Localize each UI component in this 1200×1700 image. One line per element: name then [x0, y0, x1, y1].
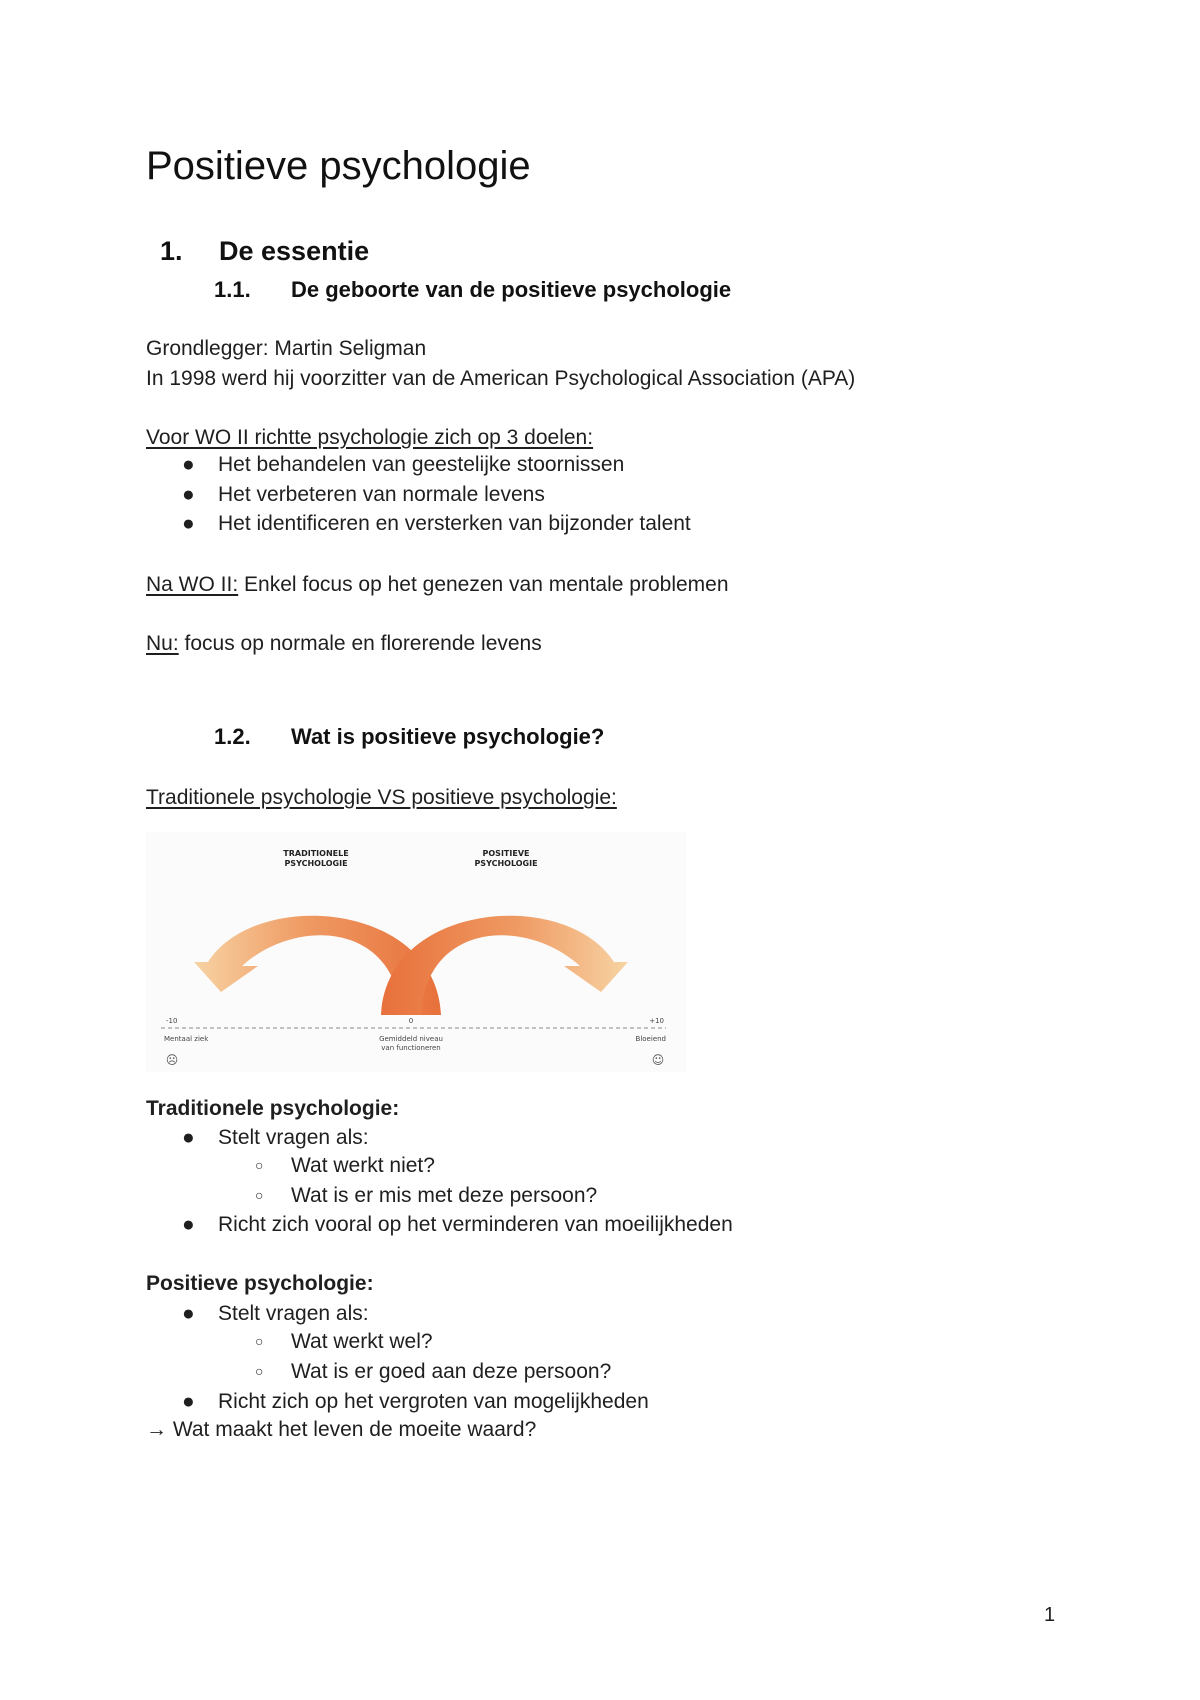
- list-item-text: Stelt vragen als:: [218, 1126, 369, 1149]
- list-item: [182, 483, 545, 507]
- list-item: [182, 1126, 369, 1150]
- label-traditional-line1: TRADITIONELE: [283, 849, 349, 858]
- sub-list-item-text: Wat werkt niet?: [291, 1154, 435, 1177]
- bullet-icon: ●: [182, 453, 195, 476]
- list-item-text: Richt zich vooral op het verminderen van moeilijkheden: [218, 1213, 733, 1236]
- page-number: 1: [1044, 1604, 1056, 1626]
- document-title: Positieve psychologie: [146, 144, 531, 188]
- list-item: [182, 1213, 733, 1237]
- sub-list-item-text: Wat is er mis met deze persoon?: [291, 1184, 598, 1207]
- heading-number: 1.1.: [214, 277, 251, 302]
- heading-number: 1.2.: [214, 724, 251, 749]
- traditional-heading: Traditionele psychologie:: [146, 1097, 400, 1120]
- heading-text: De geboorte van de positieve psychologie: [291, 277, 732, 302]
- now-line: [146, 632, 542, 656]
- circle-bullet-icon: ○: [255, 1363, 264, 1379]
- bullet-icon: ●: [182, 1126, 195, 1149]
- sub-list-item: [255, 1154, 435, 1178]
- sub-list-item-text: Wat werkt wel?: [291, 1330, 433, 1353]
- happy-face-icon: ☺: [651, 1053, 665, 1067]
- heading-text: De essentie: [219, 236, 370, 266]
- label-positive-line2: PSYCHOLOGIE: [474, 859, 538, 868]
- circle-bullet-icon: ○: [255, 1157, 264, 1173]
- list-item-text: Het behandelen van geestelijke stoornissen: [218, 453, 625, 476]
- sub-list-item: [255, 1184, 597, 1208]
- heading-number: 1.: [160, 236, 183, 266]
- sad-face-icon: ☹: [165, 1053, 179, 1067]
- bullet-icon: ●: [182, 512, 195, 535]
- list-item-text: Het verbeteren van normale levens: [218, 483, 545, 506]
- list-item-text: Stelt vragen als:: [218, 1302, 369, 1325]
- apa-line: In 1998 werd hij voorzitter van de American Psychological Association (APA): [146, 367, 856, 390]
- after-ww2-line: [146, 573, 729, 597]
- sub-list-item: [255, 1360, 611, 1384]
- circle-bullet-icon: ○: [255, 1333, 264, 1349]
- caption-average-line2: van functioneren: [381, 1044, 441, 1052]
- now-text: focus op normale en florerende levens: [178, 632, 542, 655]
- before-ww2-label: Voor WO II richtte psychologie zich op 3 doelen:: [146, 426, 594, 449]
- list-item-text: Richt zich op het vergroten van mogelijkheden: [218, 1390, 649, 1413]
- circle-bullet-icon: ○: [255, 1187, 264, 1203]
- list-item: [182, 453, 624, 477]
- list-item: [182, 1390, 649, 1414]
- tick-mid: 0: [408, 1017, 414, 1025]
- tick-max: +10: [649, 1017, 664, 1025]
- bullet-icon: ●: [182, 1213, 195, 1236]
- tick-min: -10: [166, 1017, 178, 1025]
- list-item: [182, 1302, 369, 1326]
- caption-mentally-ill: Mentaal ziek: [164, 1035, 209, 1043]
- after-ww2-text: Enkel focus op het genezen van mentale problemen: [238, 573, 729, 596]
- sub-list-item-text: Wat is er goed aan deze persoon?: [291, 1360, 612, 1383]
- bullet-icon: ●: [182, 1390, 195, 1413]
- label-positive-line1: POSITIEVE: [482, 849, 530, 858]
- heading-section-1-2: [214, 724, 604, 750]
- now-label: Nu:: [146, 632, 179, 655]
- heading-section-1-1: [214, 277, 731, 303]
- list-item-text: Het identificeren en versterken van bijzonder talent: [218, 512, 691, 535]
- caption-flourishing: Bloeiend: [635, 1035, 666, 1043]
- psychology-arc-figure: [146, 832, 686, 1072]
- caption-average-line1: Gemiddeld niveau: [379, 1035, 443, 1043]
- conclusion-line: → Wat maakt het leven de moeite waard?: [146, 1418, 537, 1441]
- label-traditional-line2: PSYCHOLOGIE: [284, 859, 348, 868]
- heading-section-1: [160, 236, 369, 267]
- founder-line: Grondlegger: Martin Seligman: [146, 337, 427, 360]
- comparison-label: Traditionele psychologie VS positieve psychologie:: [146, 786, 617, 809]
- heading-text: Wat is positieve psychologie?: [291, 724, 605, 749]
- sub-list-item: [255, 1330, 433, 1354]
- bullet-icon: ●: [182, 1302, 195, 1325]
- after-ww2-label: Na WO II:: [146, 573, 239, 596]
- bullet-icon: ●: [182, 483, 195, 506]
- list-item: [182, 512, 691, 536]
- positive-heading: Positieve psychologie:: [146, 1272, 374, 1295]
